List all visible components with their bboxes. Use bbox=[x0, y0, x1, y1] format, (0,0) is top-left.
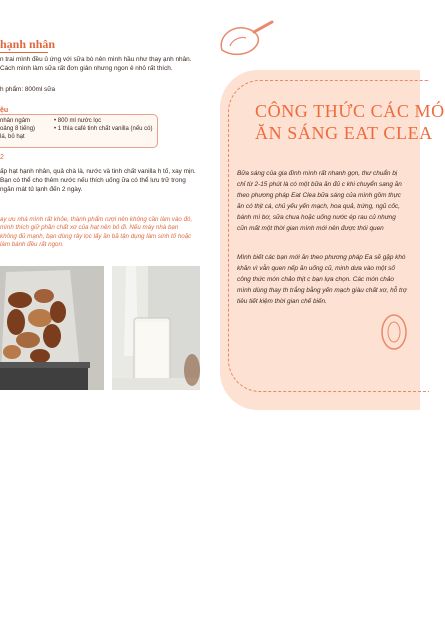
ingredient-item: lá, bỏ hạt bbox=[0, 134, 25, 140]
ingredients-list-right bbox=[54, 117, 153, 133]
ingredient-item: • 800 ml nước lọc bbox=[54, 117, 153, 125]
tip-note: ay ưu nhà mình rất khỏe, thành phẩm rượi nên không cần làm vào đó, mình thích giữ phần chất xơ của hạt nên bỏ đi. Nếu máy nhà bạn không đủ mạnh, bạn dùng rây lọc lấy ần bã tận dụng làm sinh tố hoặc làm bánh đều rất ngon. bbox=[0, 216, 193, 249]
chapter-paragraph-1: Bữa sáng của gia đình mình rất nhanh gọn, thư chuẩn bị chỉ từ 2-15 phút là có một bữa ăn đủ c khi chuyển sang ăn theo phương pháp Eat Clea bữa sáng của mình gồm thực ăn có thịt cá, chủ yếu yến mạch, hoa quả, trứng, ngũ cốc, bánh mì bơ, sữa chua hoặc uống nước ép rau củ nhưng cũn mất một thời gian mình mới nên được thói quen bbox=[237, 170, 402, 232]
recipe-title: hạnh nhân bbox=[0, 37, 56, 51]
chapter-title bbox=[255, 100, 445, 144]
ingredient-item: oảng 8 tiếng) bbox=[0, 126, 36, 132]
right-page bbox=[200, 0, 445, 400]
photo-caption: ỨNG NGON QUYẾT SỐNG KHỎE bbox=[2, 628, 86, 634]
ring-decoration-icon bbox=[378, 312, 400, 352]
method-text: ấp hạt hạnh nhân, quả chà là, nước và tinh chất vanilla h tố, xay mịn. Bạn có thể cho thêm nước nếu thích uống ữa có thể lưu trữ trong ngăn mát tủ lạnh đến 2 ngày. bbox=[0, 168, 196, 193]
recipe-yield: h phẩm: 800ml sữa bbox=[0, 86, 56, 93]
almond-milk-photo bbox=[112, 266, 200, 390]
ingredients-list-left bbox=[0, 117, 35, 141]
chapter-title-line-2: ĂN SÁNG EAT CLEA bbox=[255, 123, 433, 143]
ingredients-heading: ệu bbox=[0, 107, 9, 114]
ingredient-item: nhân ngâm bbox=[0, 118, 31, 124]
title-underline bbox=[0, 52, 48, 53]
blender-illustration bbox=[0, 266, 104, 390]
chapter-paragraph-2: Mình biết các bạn mới ăn theo phương pháp Ea sẽ gặp khó khăn vì vẫn quen nếp ăn uống cũ, minh dưa vào một số công thức món chảo thịt c bạn lựa chọn. Các món chảo mình dùng thay th trắng bằng yến mạch giàu chất xơ, hỗ trợ tiêu tiết kiệm thời gian chế biến. bbox=[237, 254, 407, 305]
chapter-title-line-1: CÔNG THỨC CÁC MÓ bbox=[255, 101, 445, 121]
recipe-intro: n trai mình đều ủ ứng với sữa bò nên mình hầu như thay ạnh nhân. Cách mình làm sữa rất đơn giản nhưng ngon ẻ nhỏ rất thích. bbox=[0, 56, 192, 72]
blender-photo bbox=[0, 266, 104, 634]
left-page bbox=[0, 0, 200, 634]
milk-glass-illustration bbox=[112, 266, 200, 390]
method-step-number: 2 bbox=[0, 154, 4, 161]
ingredient-item: • 1 thìa café tinh chất vanilla (nếu có) bbox=[54, 125, 153, 133]
spoon-decoration-icon bbox=[216, 20, 276, 64]
